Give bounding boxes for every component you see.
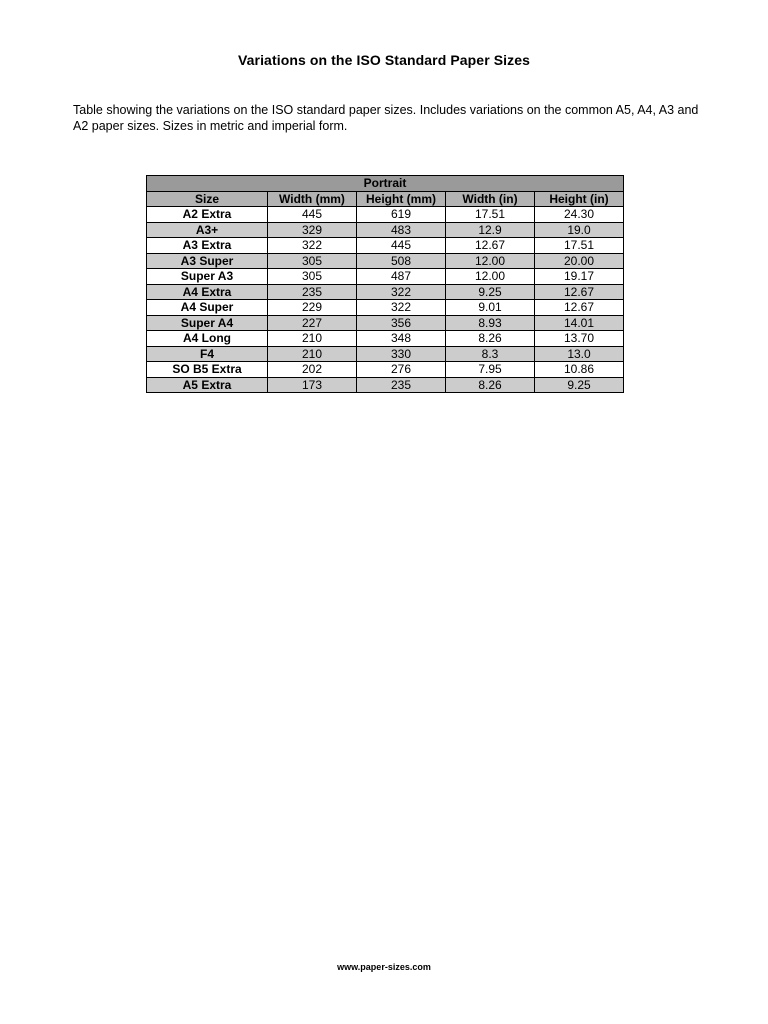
height-in-cell: 19.17 (535, 269, 624, 285)
height-in-cell: 19.0 (535, 222, 624, 238)
width-in-cell: 9.25 (446, 284, 535, 300)
height-mm-cell: 330 (357, 346, 446, 362)
width-mm-cell: 322 (268, 238, 357, 254)
table-row (147, 300, 624, 316)
table-row (147, 331, 624, 347)
height-mm-cell: 356 (357, 315, 446, 331)
size-name-cell: A4 Extra (147, 284, 268, 300)
width-in-cell: 8.26 (446, 377, 535, 393)
width-mm-cell: 202 (268, 362, 357, 378)
width-mm-cell: 210 (268, 331, 357, 347)
size-name-cell: A3 Super (147, 253, 268, 269)
height-in-cell: 14.01 (535, 315, 624, 331)
width-mm-cell: 305 (268, 269, 357, 285)
width-in-cell: 8.3 (446, 346, 535, 362)
page-title: Variations on the ISO Standard Paper Sizes (237, 52, 531, 68)
height-mm-cell: 322 (357, 284, 446, 300)
height-in-cell: 12.67 (535, 284, 624, 300)
height-in-cell: 9.25 (535, 377, 624, 393)
width-mm-cell: 173 (268, 377, 357, 393)
table-row (147, 253, 624, 269)
group-header-portrait: Portrait (147, 176, 624, 192)
table-row (147, 207, 624, 223)
footer-url: www.paper-sizes.com (337, 962, 431, 972)
height-in-cell: 10.86 (535, 362, 624, 378)
height-mm-cell: 348 (357, 331, 446, 347)
width-mm-cell: 235 (268, 284, 357, 300)
width-mm-cell: 445 (268, 207, 357, 223)
size-name-cell: A5 Extra (147, 377, 268, 393)
height-mm-cell: 483 (357, 222, 446, 238)
paper-sizes-table (146, 175, 624, 393)
height-mm-cell: 235 (357, 377, 446, 393)
height-in-cell: 12.67 (535, 300, 624, 316)
width-in-cell: 12.67 (446, 238, 535, 254)
column-header-height-mm: Height (mm) (357, 191, 446, 207)
table-row (147, 269, 624, 285)
height-mm-cell: 445 (357, 238, 446, 254)
size-name-cell: A4 Long (147, 331, 268, 347)
height-in-cell: 24.30 (535, 207, 624, 223)
width-mm-cell: 227 (268, 315, 357, 331)
column-header-size: Size (147, 191, 268, 207)
size-name-cell: A3+ (147, 222, 268, 238)
width-mm-cell: 329 (268, 222, 357, 238)
width-in-cell: 9.01 (446, 300, 535, 316)
height-mm-cell: 322 (357, 300, 446, 316)
table-row (147, 238, 624, 254)
width-in-cell: 17.51 (446, 207, 535, 223)
size-name-cell: A2 Extra (147, 207, 268, 223)
height-mm-cell: 276 (357, 362, 446, 378)
intro-paragraph: Table showing the variations on the ISO standard paper sizes. Includes variations on the common A5, A4, A3 and A2 paper sizes. Sizes in metric and imperial form. (73, 103, 699, 133)
height-in-cell: 17.51 (535, 238, 624, 254)
height-mm-cell: 619 (357, 207, 446, 223)
size-name-cell: SO B5 Extra (147, 362, 268, 378)
height-mm-cell: 487 (357, 269, 446, 285)
height-in-cell: 20.00 (535, 253, 624, 269)
width-in-cell: 7.95 (446, 362, 535, 378)
table-row (147, 346, 624, 362)
size-name-cell: Super A4 (147, 315, 268, 331)
column-header-width-mm: Width (mm) (268, 191, 357, 207)
size-name-cell: A3 Extra (147, 238, 268, 254)
height-in-cell: 13.70 (535, 331, 624, 347)
height-mm-cell: 508 (357, 253, 446, 269)
width-mm-cell: 229 (268, 300, 357, 316)
size-name-cell: Super A3 (147, 269, 268, 285)
column-header-width-in: Width (in) (446, 191, 535, 207)
table-row (147, 284, 624, 300)
table-group-header-row (147, 176, 624, 192)
width-in-cell: 12.9 (446, 222, 535, 238)
width-in-cell: 8.26 (446, 331, 535, 347)
width-mm-cell: 210 (268, 346, 357, 362)
table-row (147, 315, 624, 331)
width-in-cell: 8.93 (446, 315, 535, 331)
table-column-header-row (147, 191, 624, 207)
size-name-cell: F4 (147, 346, 268, 362)
size-name-cell: A4 Super (147, 300, 268, 316)
table-row (147, 377, 624, 393)
width-in-cell: 12.00 (446, 253, 535, 269)
column-header-height-in: Height (in) (535, 191, 624, 207)
width-in-cell: 12.00 (446, 269, 535, 285)
table-row (147, 222, 624, 238)
height-in-cell: 13.0 (535, 346, 624, 362)
width-mm-cell: 305 (268, 253, 357, 269)
table-row (147, 362, 624, 378)
